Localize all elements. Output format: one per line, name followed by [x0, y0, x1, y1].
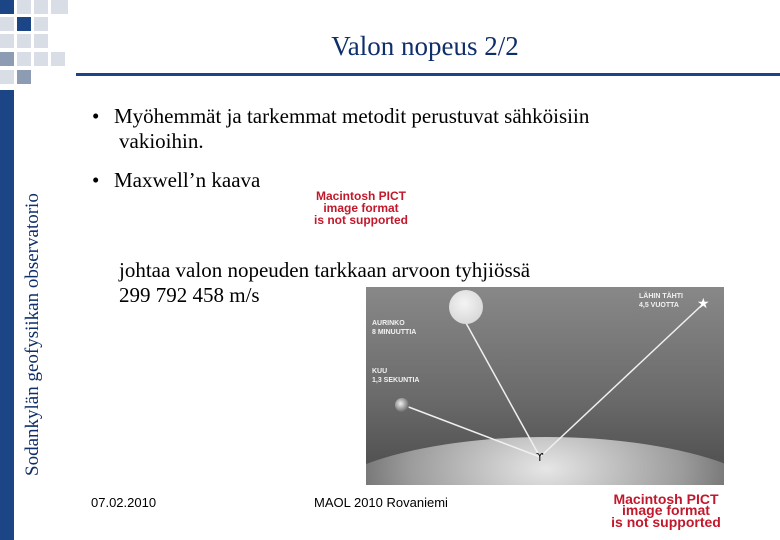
label-line: 8 MINUUTTIA: [372, 329, 417, 336]
bullet-text: Myöhemmät ja tarkemmat metodit perustuvat sähköisiin: [114, 104, 590, 128]
sidebar-strip: [0, 90, 14, 540]
star-icon: ★: [697, 297, 710, 312]
placeholder-line: Macintosh PICT: [315, 189, 406, 203]
light-rays: [366, 287, 724, 485]
label-line: LÄHIN TÄHTI: [639, 293, 683, 300]
deco-square: [51, 0, 68, 14]
moon-label: [372, 367, 419, 385]
label-line: AURINKO: [372, 320, 405, 327]
ray-to-sun: [466, 323, 540, 457]
bullet-text: Maxwell’n kaava: [114, 168, 261, 192]
bullet-marker: •: [92, 104, 100, 128]
label-line: 1,3 SEKUNTIA: [372, 377, 420, 384]
deco-square: [34, 17, 48, 31]
sun-disc: [449, 290, 483, 324]
title-divider: [76, 73, 780, 76]
speed-value: 299 792 458 m/s: [119, 283, 260, 307]
deco-square: [17, 17, 31, 31]
placeholder-line: is not supported: [611, 513, 721, 530]
observer-icon: ϒ: [536, 451, 544, 464]
ray-to-star: [540, 305, 702, 457]
deco-square: [0, 70, 14, 84]
footer-date: 07.02.2010: [91, 495, 157, 510]
bullet-marker: •: [92, 168, 100, 192]
bullet-item: [92, 104, 589, 154]
sun-label: [372, 319, 416, 337]
star-label: [639, 292, 683, 310]
ray-to-moon: [406, 406, 540, 457]
deco-square: [17, 70, 31, 84]
deco-square: [17, 0, 31, 14]
light-travel-figure: [366, 287, 724, 485]
placeholder-line: image format: [622, 502, 710, 519]
deco-square: [0, 17, 14, 31]
bullet-text-continuation: vakioihin.: [119, 129, 204, 153]
slide-title: Valon nopeus 2/2: [331, 31, 519, 61]
label-line: 4,5 VUOTTA: [639, 302, 679, 309]
deco-square: [0, 0, 14, 14]
deco-square: [34, 0, 48, 14]
label-line: KUU: [372, 368, 388, 375]
footer-event: MAOL 2010 Rovaniemi: [314, 495, 448, 510]
footer-image-placeholder: [553, 491, 779, 530]
moon-disc: [395, 398, 409, 412]
organization-label: Sodankylän geofysiikan observatorio: [22, 193, 43, 476]
placeholder-line: Macintosh PICT: [613, 491, 719, 507]
paragraph-line: johtaa valon nopeuden tarkkaan arvoon tyhjiössä: [119, 258, 531, 282]
bullet-item: [92, 168, 260, 193]
placeholder-line: image format: [323, 201, 399, 215]
placeholder-line: is not supported: [314, 213, 408, 227]
formula-image-placeholder: [300, 190, 422, 226]
